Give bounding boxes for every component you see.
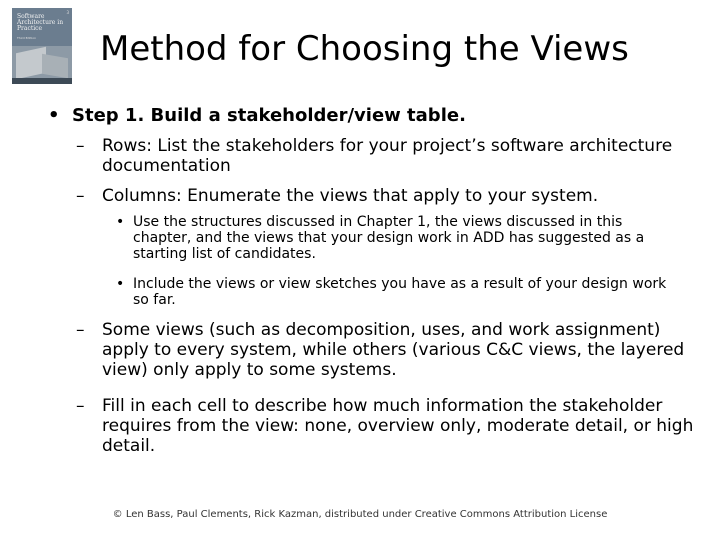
dash-marker: – <box>76 136 85 156</box>
dash-marker: – <box>76 320 85 340</box>
dash-marker: – <box>76 396 85 416</box>
bullet-marker: • <box>48 105 60 126</box>
sub-item-text: Some views (such as decomposition, uses, and work assignment) apply to every system, while others (various C&C views, the layered view) only apply to some systems. <box>102 320 685 380</box>
bullet-marker: • <box>116 276 125 292</box>
nested-item-text: Include the views or view sketches you have as a result of your design work so far. <box>133 276 667 308</box>
copyright-footer: © Len Bass, Paul Clements, Rick Kazman, distributed under Creative Commons Attribution License <box>112 509 608 520</box>
book-cover-image <box>12 8 72 84</box>
cover-photo <box>12 46 72 78</box>
dash-marker: – <box>76 186 85 206</box>
sub-item-text: Fill in each cell to describe how much information the stakeholder requires from the view: none, overview only, moderate detail, or high detail. <box>102 396 694 456</box>
sub-item-text: Rows: List the stakeholders for your project’s software architecture documentation <box>102 136 673 176</box>
main-bullet-text: Step 1. Build a stakeholder/view table. <box>72 105 466 126</box>
bullet-marker: • <box>116 214 125 230</box>
cover-edition: Third Edition <box>17 36 36 40</box>
cover-title: Software Architecture in Practice <box>17 13 64 32</box>
nested-item-text: Use the structures discussed in Chapter 1, the views discussed in this chapter, and the views that your design work in ADD has suggested as a starting list of candidates. <box>133 214 645 262</box>
cover-number: 3 <box>66 10 69 15</box>
sub-item-text: Columns: Enumerate the views that apply to your system. <box>102 186 599 206</box>
slide-title: Method for Choosing the Views <box>100 29 629 69</box>
cover-strip <box>12 78 72 84</box>
